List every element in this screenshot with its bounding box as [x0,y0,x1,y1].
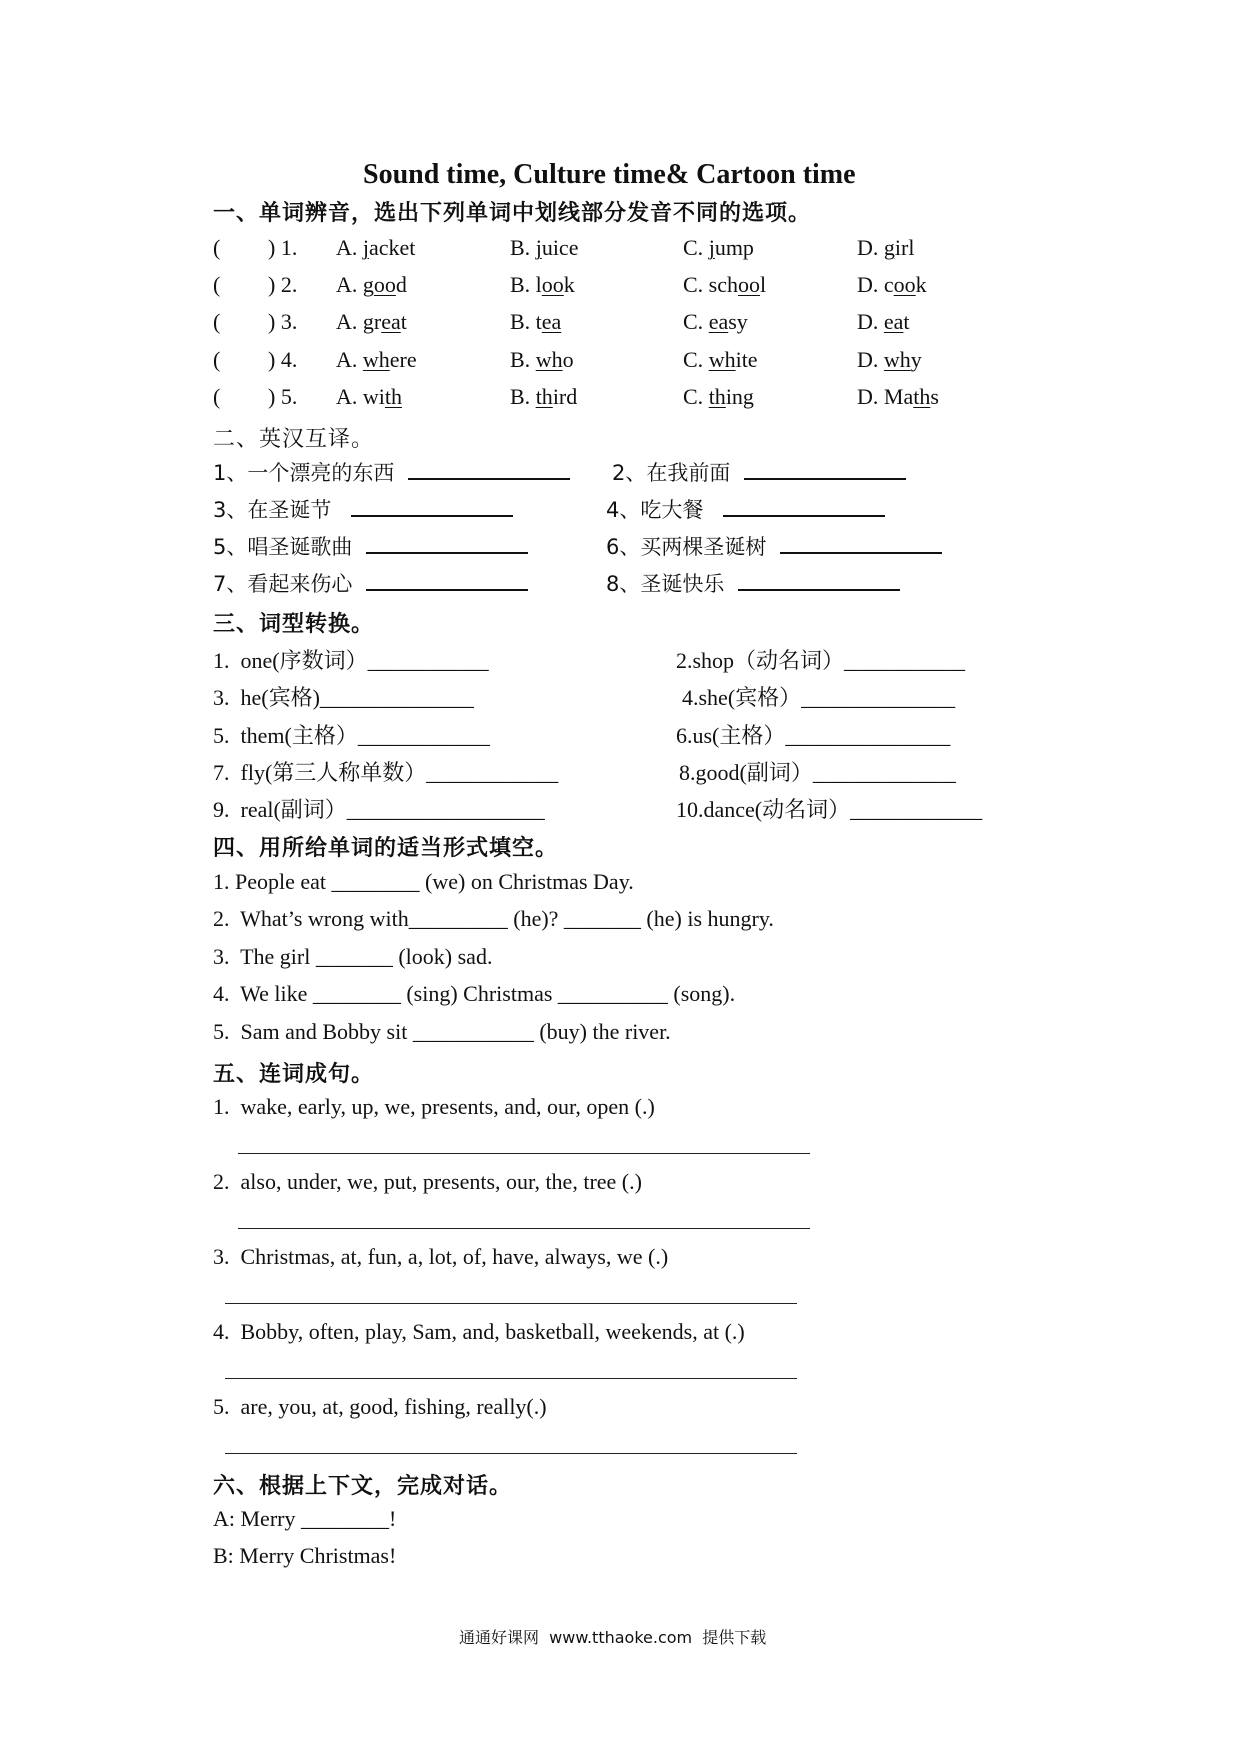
section-2-heading: 二、英汉互译。 [213,427,375,452]
underlined-letters: th [708,384,726,409]
option-text: ere [389,347,417,372]
conversion-item: 2.shop（动名词）___________ [676,648,966,673]
question-number: ) 4. [268,347,298,372]
question-number: ) 2. [268,272,298,297]
option-text: ite [735,347,758,372]
option-b [510,347,574,373]
conversion-item: 3. he(宾格)______________ [213,685,474,710]
fill-in-item: 3. The girl _______ (look) sad. [213,944,493,969]
option-c [683,272,766,298]
option-c [683,235,754,261]
option-text: ump [714,235,754,260]
option-b [510,235,578,261]
underlined-letters: oo [893,272,916,297]
fill-in-item: 2. What’s wrong with_________ (he)? _______ (he) is hungry. [213,906,774,931]
option-text: irl [894,235,915,260]
conversion-item: 10.dance(动名词）____________ [676,797,983,822]
option-text: A. [336,347,363,372]
conversion-item: 9. real(副词）__________________ [213,797,545,822]
underlined-letters: wh [883,347,911,372]
underlined-letters: ea [381,309,401,334]
sentence-answer-line[interactable] [225,1303,797,1304]
option-text: A. g [336,272,374,297]
option-text: acket [369,235,416,260]
option-text: ird [552,384,578,409]
option-text: sy [728,309,748,334]
dialogue-line: A: Merry ________! [213,1506,397,1531]
option-text: B. t [510,309,542,334]
answer-paren[interactable]: ( [213,347,221,372]
option-c [683,384,754,410]
conversion-item: 4.she(宾格）______________ [682,685,956,710]
section-1-heading: 一、单词辨音，选出下列单词中划线部分发音不同的选项。 [213,201,812,226]
underlined-letters: j [362,235,370,260]
conversion-item: 8.good(副词）_____________ [679,760,956,785]
option-text: D. [857,309,884,334]
section-5-heading: 五、连词成句。 [213,1062,375,1087]
question-number: ) 3. [268,309,298,334]
underlined-letters: ea [708,309,729,334]
fill-in-item: 4. We like ________ (sing) Christmas __________ (song). [213,981,736,1006]
underlined-letters: wh [535,347,563,372]
underlined-letters: j [708,235,715,260]
option-a [336,309,407,335]
conversion-item: 6.us(主格）_______________ [676,723,951,748]
translation-item: 6、买两棵圣诞树 [606,531,942,561]
underlined-letters: wh [708,347,736,372]
answer-blank[interactable] [366,571,528,591]
word-order-item: 5. are, you, at, good, fishing, really(.) [213,1394,547,1419]
word-order-item: 1. wake, early, up, we, presents, and, our, open (.) [213,1094,655,1119]
option-text: D. Ma [857,384,914,409]
option-text: ing [725,384,754,409]
option-a [336,384,402,410]
translation-item: 1、一个漂亮的东西 [213,457,570,487]
underlined-letters: wh [362,347,390,372]
option-text: B. l [510,272,542,297]
option-text: k [915,272,927,297]
option-text: o [562,347,574,372]
option-c [683,347,758,373]
option-d [857,347,922,373]
option-text: B. [510,235,536,260]
option-text: s [930,384,939,409]
translation-item: 4、吃大餐 [606,494,885,524]
answer-blank[interactable] [780,534,942,554]
option-a [336,235,415,261]
translation-item: 7、看起来伤心 [213,568,528,598]
section-6-heading: 六、根据上下文，完成对话。 [213,1474,513,1499]
option-text: A. [336,235,363,260]
section-4-heading: 四、用所给单词的适当形式填空。 [213,836,559,861]
underlined-letters: j [535,235,542,260]
underlined-letters: oo [738,272,760,297]
underlined-letters: th [913,384,931,409]
option-text: C. [683,309,709,334]
option-d [857,235,914,261]
answer-paren[interactable]: ( [213,384,221,409]
option-text: A. gr [336,309,382,334]
option-d [857,309,910,335]
page-title: Sound time, Culture time& Cartoon time [363,159,856,190]
conversion-item: 5. them(主格）____________ [213,723,490,748]
option-text: D. [857,235,884,260]
sentence-answer-line[interactable] [225,1453,797,1454]
option-text: y [910,347,922,372]
answer-blank[interactable] [366,534,528,554]
option-d [857,272,927,298]
option-text: C. sch [683,272,738,297]
option-c [683,309,748,335]
answer-paren[interactable]: ( [213,272,221,297]
question-number: ) 1. [268,235,298,260]
underlined-letters: g [883,235,895,260]
underlined-letters: ea [883,309,904,334]
option-text: l [760,272,767,297]
option-text: d [395,272,407,297]
answer-blank[interactable] [738,571,900,591]
translation-item: 8、圣诞快乐 [606,568,900,598]
conversion-item: 7. fly(第三人称单数）____________ [213,760,559,785]
option-d [857,384,939,410]
underlined-letters: oo [541,272,564,297]
sentence-answer-line[interactable] [225,1378,797,1379]
sentence-answer-line[interactable] [238,1153,810,1154]
translation-item: 3、在圣诞节 [213,494,513,524]
sentence-answer-line[interactable] [238,1228,810,1229]
option-text: uice [541,235,579,260]
answer-paren[interactable]: ( [213,309,221,334]
question-number: ) 5. [268,384,298,409]
option-b [510,309,561,335]
underlined-letters: th [535,384,553,409]
word-order-item: 4. Bobby, often, play, Sam, and, basketball, weekends, at (.) [213,1319,745,1344]
word-order-item: 3. Christmas, at, fun, a, lot, of, have, always, we (.) [213,1244,669,1269]
underlined-letters: oo [373,272,396,297]
option-text: t [903,309,910,334]
translation-item: 2、在我前面 [612,457,906,487]
answer-blank[interactable] [723,497,885,517]
dialogue-line: B: Merry Christmas! [213,1543,397,1568]
option-a [336,347,417,373]
answer-paren[interactable]: ( [213,235,221,260]
answer-blank[interactable] [351,497,513,517]
option-a [336,272,407,298]
word-order-item: 2. also, under, we, put, presents, our, the, tree (.) [213,1169,642,1194]
underlined-letters: th [384,384,403,409]
option-text: t [400,309,407,334]
option-b [510,384,577,410]
section-3-heading: 三、词型转换。 [213,612,375,637]
answer-blank[interactable] [744,460,906,480]
option-text: B. [510,384,536,409]
option-text: D. c [857,272,894,297]
translation-item: 5、唱圣诞歌曲 [213,531,528,561]
fill-in-item: 1. People eat ________ (we) on Christmas Day. [213,869,634,894]
conversion-item: 1. one(序数词）___________ [213,648,489,673]
option-text: C. [683,347,709,372]
fill-in-item: 5. Sam and Bobby sit ___________ (buy) the river. [213,1019,671,1044]
underlined-letters: ea [541,309,562,334]
answer-blank[interactable] [408,460,570,480]
option-text: C. [683,384,709,409]
option-text: k [563,272,575,297]
option-text: A. wi [336,384,385,409]
option-text: D. [857,347,884,372]
option-text: C. [683,235,709,260]
page-footer: 通通好课网 www.tthaoke.com 提供下载 [459,1628,767,1647]
option-text: B. [510,347,536,372]
option-b [510,272,575,298]
